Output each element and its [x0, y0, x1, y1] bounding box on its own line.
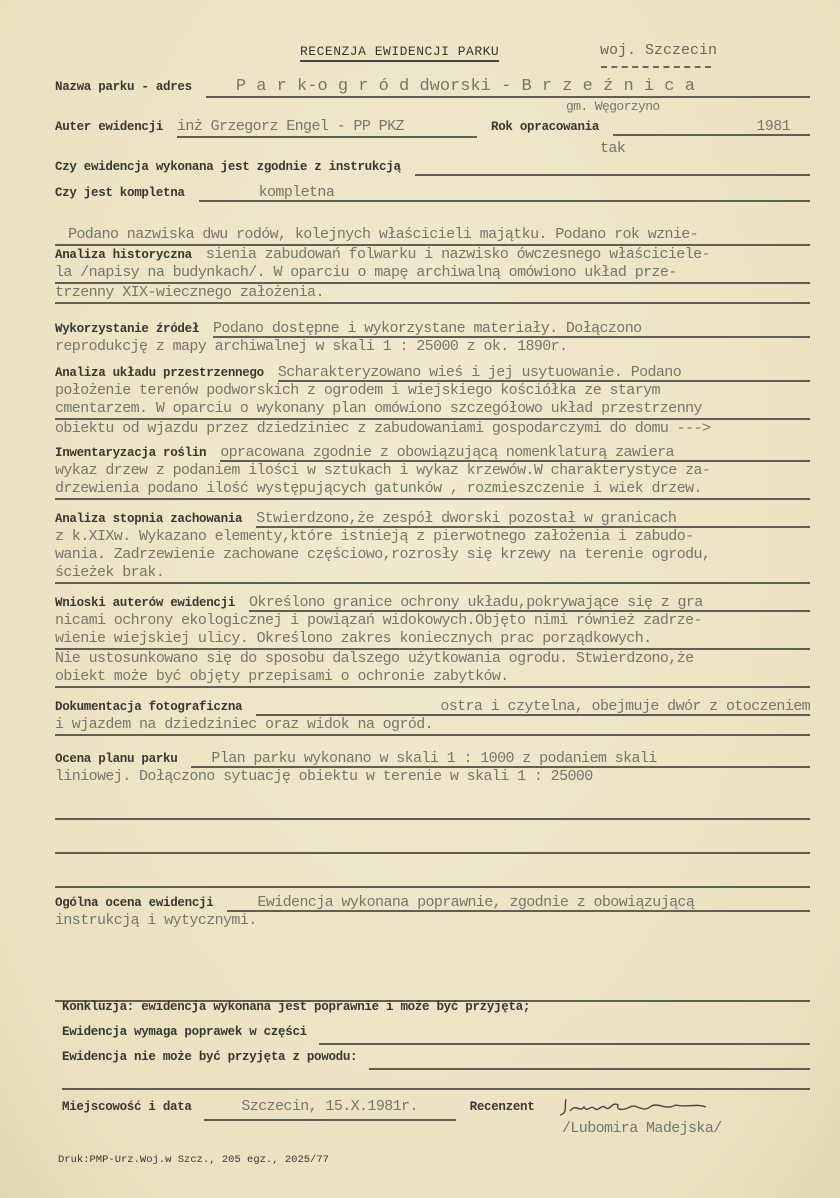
- park-name-value: P a r k-o g r ó d dworski - B r z e ź n i c a: [206, 76, 810, 98]
- section-text-line: z k.XIXw. Wykazano elementy,które istnieją z pierwotnego założenia i zabudo-: [55, 528, 694, 545]
- section-text-line: Podano nazwiska dwu rodów, kolejnych właścicieli majątku. Podano rok wznie-: [68, 226, 699, 243]
- section-text-line: liniowej. Dołączono sytuację obiektu w terenie w skali 1 : 25000: [55, 768, 593, 785]
- section-text-row: [55, 444, 810, 462]
- section-text-line: instrukcją i wytycznymi.: [55, 912, 257, 929]
- section-text-line: Plan parku wykonano w skali 1 : 1000 z podaniem skali: [191, 750, 810, 768]
- section-text-row: [55, 650, 810, 668]
- section-text-row: [55, 564, 810, 584]
- section-text-row: [55, 226, 810, 246]
- section-label: Inwentaryzacja roślin: [55, 446, 207, 460]
- park-name-label: Nazwa parku - adres: [55, 80, 192, 94]
- rule: [55, 786, 810, 820]
- section-conclusions: [55, 594, 810, 688]
- section-text-line: Stwierdzono,że zespół dworski pozostał w granicach: [256, 510, 810, 528]
- park-commune-row: [55, 98, 810, 116]
- section-text-row: [55, 698, 810, 716]
- section-text-row: [55, 400, 810, 420]
- section-text-line: ostra i czytelna, obejmuje dwór z otoczeniem: [256, 698, 810, 716]
- author-label: Auter ewidencji: [55, 120, 164, 134]
- park-name-row: [55, 76, 810, 98]
- conclusion-row: [62, 995, 810, 1020]
- section-text-row: [55, 284, 810, 304]
- document-title: RECENZJA EWIDENCJI PARKU: [300, 44, 499, 62]
- section-label: Dokumentacja fotograficzna: [55, 700, 243, 714]
- section-text-row: [55, 264, 810, 284]
- section-text-line: nicami ochrony ekologicznej i powiązań widokowych.Objęto nimi również zadrze-: [55, 612, 702, 629]
- section-text-line: wienie wiejskiej ulicy. Określono zakres koniecznych prac porządkowych.: [55, 630, 652, 647]
- section-text-line: trzenny XIX-wiecznego założenia.: [55, 284, 324, 301]
- section-text-line: wania. Zadrzewienie zachowane częściowo,rozrosły się krzewy na terenie ogrodu,: [55, 546, 711, 563]
- section-text-row: [55, 462, 810, 480]
- section-text-row: [55, 768, 810, 786]
- section-text-line: drzewienia podano ilość występujących gatunków , rozmieszczenie i wiek drzew.: [55, 480, 702, 497]
- park-commune: gm. Węgorzyno: [566, 99, 660, 114]
- conclusion-row: [62, 1045, 810, 1070]
- form-body: [55, 76, 810, 1002]
- instruction-line: [415, 158, 810, 176]
- section-text-line: Scharakteryzowano wieś i jej usytuowanie. Podano: [278, 364, 810, 382]
- section-text-line: sienia zabudowań folwarku i nazwisko ówczesnego właściciele-: [205, 246, 710, 263]
- rule: [62, 1070, 810, 1090]
- section-text-row: [55, 594, 810, 612]
- section-label: Analiza stopnia zachowania: [55, 512, 243, 526]
- instruction-value-row: [55, 140, 810, 158]
- section-text-line: i wjazdem na dziedziniec oraz widok na ogród.: [55, 716, 434, 733]
- section-overall: [55, 894, 810, 1002]
- section-text-line: Podano dostępne i wykorzystane materiały. Dołączono: [213, 320, 810, 338]
- section-text-line: reprodukcję z mapy archiwalnej w skali 1 : 25000 z ok. 1890r.: [55, 338, 568, 355]
- section-text-row: [55, 364, 810, 382]
- reviewer-name-row: [62, 1119, 810, 1139]
- section-text-line: opracowana zgodnie z obowiązującą nomenklaturą zawiera: [220, 444, 810, 462]
- conclusion-needs-fixes: Ewidencja wymaga poprawek w części: [62, 1025, 307, 1039]
- section-label: Analiza układu przestrzennego: [55, 366, 264, 380]
- section-text-line: la /napisy na budynkach/. W oparciu o mapę archiwalną omówiono układ prze-: [55, 264, 677, 281]
- place-date-row: [62, 1094, 810, 1119]
- section-label: Analiza historyczna: [55, 248, 192, 262]
- needs-fixes-line: [319, 1020, 810, 1045]
- section-text-row: [55, 246, 810, 264]
- section-text-row: [55, 630, 810, 650]
- section-text-row: [55, 546, 810, 564]
- reviewer-label: Recenzent: [469, 1100, 535, 1114]
- complete-value: kompletna: [199, 184, 810, 202]
- rule: [55, 930, 810, 1002]
- section-text-line: Nie ustosunkowano się do sposobu dalszego użytkowania ogrodu. Stwierdzono,że: [55, 650, 694, 667]
- section-text-row: [55, 338, 810, 356]
- section-text-row: [55, 612, 810, 630]
- section-label: Ocena planu parku: [55, 752, 178, 766]
- instruction-value: tak: [600, 140, 626, 157]
- place-date-value: Szczecin, 15.X.1981r.: [204, 1094, 456, 1121]
- section-photos: [55, 698, 810, 736]
- section-text-line: Określono granice ochrony układu,pokrywające się z gra: [249, 594, 810, 612]
- year-label: Rok opracowania: [491, 120, 600, 134]
- place-date-label: Miejscowość i data: [62, 1100, 192, 1114]
- region-underline: [601, 66, 711, 68]
- section-label: Wnioski auterów ewidencji: [55, 596, 236, 610]
- author-value: inż Grzegorz Engel - PP PKZ: [177, 118, 477, 138]
- section-label: Wykorzystanie źródeł: [55, 322, 200, 336]
- section-text-row: [55, 716, 810, 736]
- section-text-row: [55, 528, 810, 546]
- complete-label: Czy jest kompletna: [55, 186, 185, 200]
- section-text-row: [55, 420, 810, 438]
- section-plan: [55, 750, 810, 888]
- section-text-row: [55, 750, 810, 768]
- section-text-row: [55, 668, 810, 688]
- instruction-label: Czy ewidencja wykonana jest zgodnie z instrukcją: [55, 160, 401, 174]
- complete-row: [55, 184, 810, 202]
- section-text-line: Ewidencja wykonana poprawnie, zgodnie z obowiązującą: [227, 894, 810, 912]
- section-text-line: wykaz drzew z podaniem ilości w sztukach i wykaz krzewów.W charakterystyce za-: [55, 462, 711, 479]
- signature: [546, 1095, 716, 1119]
- region: woj. Szczecin: [600, 42, 718, 59]
- section-text-row: [55, 510, 810, 528]
- rejected-line: [369, 1045, 810, 1070]
- rule: [55, 854, 810, 888]
- reviewer-name: /Lubomira Madejska/: [562, 1120, 722, 1137]
- section-text-row: [55, 894, 810, 912]
- conclusion-row: [62, 1020, 810, 1045]
- section-text-line: obiekt może być objęty przepisami o ochronie zabytków.: [55, 668, 509, 685]
- section-text-line: położenie terenów podworskich z ogrodem i wiejskiego kościółka ze starym: [55, 382, 660, 399]
- section-text-row: [55, 480, 810, 500]
- section-text-row: [55, 382, 810, 400]
- conclusion-rejected: Ewidencja nie może być przyjęta z powodu:: [62, 1050, 358, 1064]
- section-text-row: [55, 912, 810, 930]
- section-sources: [55, 320, 810, 356]
- instruction-row: [55, 158, 810, 176]
- section-text-line: ścieżek brak.: [55, 564, 165, 581]
- section-text-line: obiektu od wjazdu przez dziedziniec z zabudowaniami gospodarczymi do domu --->: [55, 420, 711, 437]
- author-row: [55, 118, 810, 136]
- section-text-row: [55, 320, 810, 338]
- print-info: Druk:PMP-Urz.Woj.w Szcz., 205 egz., 2025/77: [58, 1154, 329, 1166]
- section-label: Ogólna ocena ewidencji: [55, 896, 214, 910]
- section-text-line: cmentarzem. W oparciu o wykonany plan omówiono szczegółowo układ przestrzenny: [55, 400, 702, 417]
- section-preservation: [55, 510, 810, 584]
- conclusion-accepted: Konkluzja: ewidencja wykonana jest poprawnie i może być przyjęta;: [62, 1000, 531, 1014]
- conclusion-block: [62, 995, 810, 1139]
- section-spatial: [55, 364, 810, 438]
- section-plants: [55, 444, 810, 500]
- year-value: 1981: [613, 118, 810, 136]
- section-historical: [55, 226, 810, 304]
- rule: [55, 820, 810, 854]
